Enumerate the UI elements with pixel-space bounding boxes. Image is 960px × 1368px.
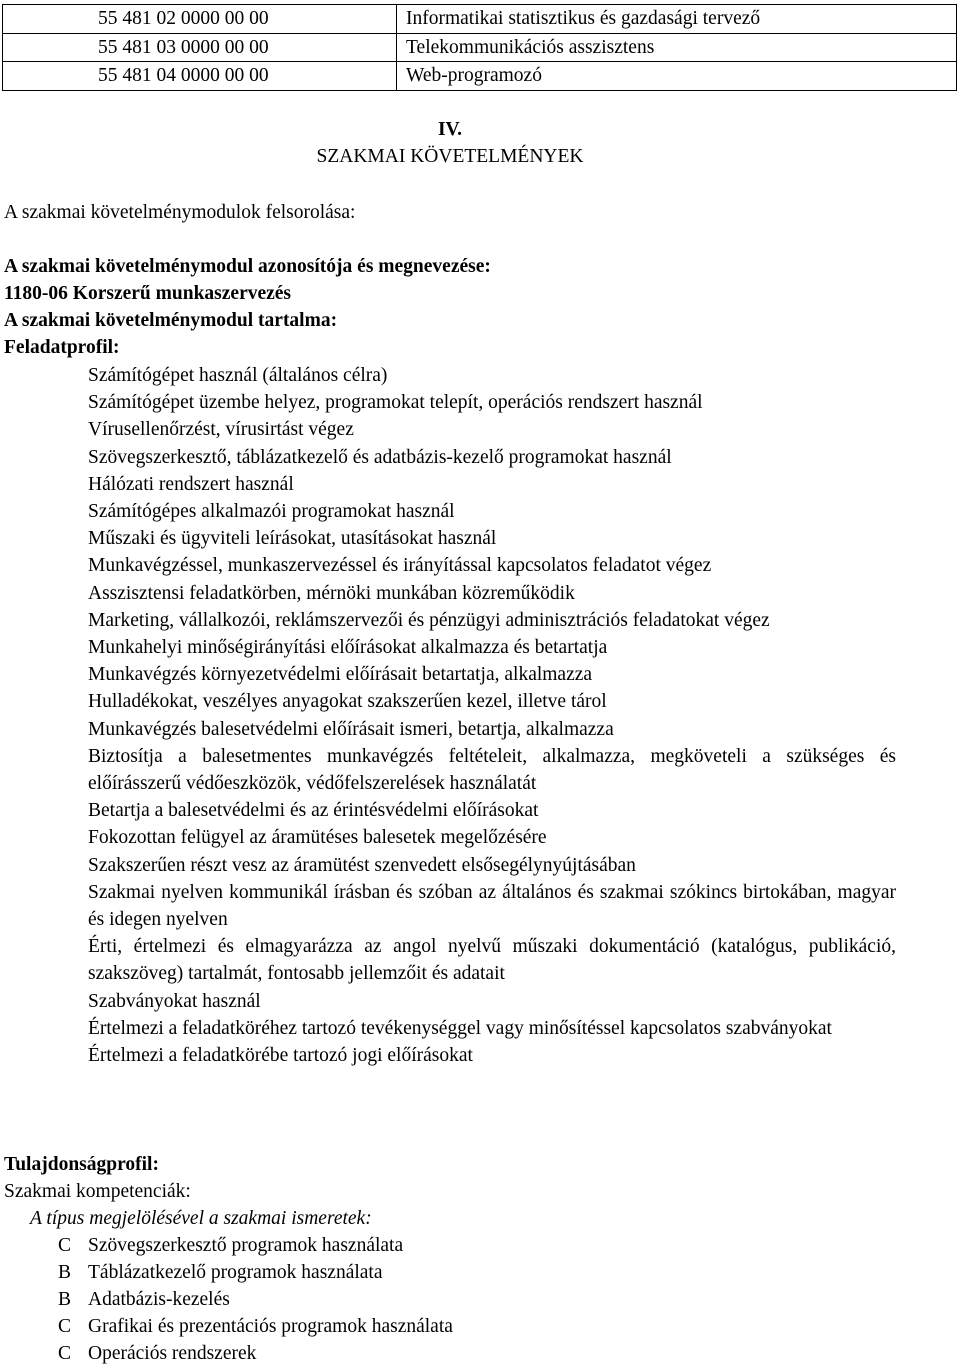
qualification-name: Web-programozó: [397, 62, 957, 91]
list-item: Biztosítja a balesetmentes munkavégzés feltételeit, alkalmazza, megköveteli a szükséges és előírásszerű védőeszközök, védőfelszerelések használatát: [88, 745, 896, 795]
qualification-code: 55 481 03 0000 00 00: [3, 33, 397, 62]
knowledge-level: B: [58, 1289, 72, 1310]
table-row: [3, 62, 957, 91]
qualification-name: Telekommunikációs asszisztens: [397, 33, 957, 62]
list-item: Asszisztensi feladatkörben, mérnöki munkában közreműködik: [88, 582, 575, 604]
list-item: Fokozottan felügyel az áramütéses balesetek megelőzésére: [88, 827, 547, 849]
knowledge-level: C: [58, 1235, 72, 1256]
knowledge-item: [58, 1232, 658, 1259]
knowledge-label: A típus megjelölésével a szakmai ismeretek:: [30, 1208, 372, 1229]
knowledge-text: Táblázatkezelő programok használata: [88, 1262, 383, 1283]
knowledge-item: [58, 1286, 658, 1313]
list-item: Érti, értelmezi és elmagyarázza az angol nyelvű műszaki dokumentáció (katalógus, publikáció, szakszöveg) tartalmát, fontosabb jellemzőit és adatait: [88, 936, 896, 985]
knowledge-text: Adatbázis-kezelés: [88, 1289, 230, 1310]
feladatprofil-list: [88, 362, 896, 1069]
knowledge-text: Operációs rendszerek: [88, 1343, 257, 1364]
list-item: Szabványokat használ: [88, 990, 261, 1012]
list-item: Marketing, vállalkozói, reklámszervezői és pénzügyi adminisztrációs feladatokat végez: [88, 609, 770, 631]
list-item: Szakszerűen részt vesz az áramütést szenvedett elsősegélynyújtásában: [88, 854, 636, 876]
knowledge-level: C: [58, 1343, 72, 1364]
list-item: Vírusellenőrzést, vírusirtást végez: [88, 419, 354, 441]
list-item: Szövegszerkesztő, táblázatkezelő és adatbázis-kezelő programokat használ: [88, 446, 672, 468]
list-item: Számítógépet használ (általános célra): [88, 365, 388, 386]
qualification-table: [2, 4, 957, 91]
knowledge-item: [58, 1259, 658, 1286]
module-id-value: 1180-06 Korszerű munkaszervezés: [4, 283, 292, 304]
list-item: Szakmai nyelven kommunikál írásban és szóban az általános és szakmai szókincs birtokában, magyar és idegen nyelven: [88, 881, 896, 931]
list-item: Munkahelyi minőségirányítási előírásokat alkalmazza és betartatja: [88, 637, 608, 659]
knowledge-item: [58, 1313, 658, 1340]
qualification-name: Informatikai statisztikus és gazdasági tervező: [397, 5, 957, 34]
section-title: SZAKMAI KÖVETELMÉNYEK: [316, 146, 584, 167]
knowledge-text: Grafikai és prezentációs programok használata: [88, 1316, 453, 1337]
list-item: Munkavégzés balesetvédelmi előírásait ismeri, betartja, alkalmazza: [88, 718, 614, 740]
knowledge-level: B: [58, 1262, 72, 1283]
list-item: Munkavégzéssel, munkaszervezéssel és irányítással kapcsolatos feladatot végez: [88, 555, 712, 577]
list-item: Számítógépet üzembe helyez, programokat telepít, operációs rendszert használ: [88, 392, 703, 414]
module-id-label: A szakmai követelménymodul azonosítója és megnevezése:: [4, 256, 491, 277]
list-item: Hálózati rendszert használ: [88, 473, 294, 495]
competences-label: Szakmai kompetenciák:: [4, 1181, 191, 1202]
qualification-code: 55 481 04 0000 00 00: [3, 62, 397, 91]
list-item: Számítógépes alkalmazói programokat használ: [88, 501, 455, 523]
module-content-label: A szakmai követelménymodul tartalma:: [4, 310, 338, 331]
knowledge-item: [58, 1340, 658, 1367]
tulajdonsagprofil-label: Tulajdonságprofil:: [4, 1154, 159, 1175]
knowledge-level: C: [58, 1316, 72, 1337]
list-item: Értelmezi a feladatköréhez tartozó tevékenységgel vagy minősítéssel kapcsolatos szabványokat: [88, 1017, 832, 1039]
modules-list-label: A szakmai követelménymodulok felsorolása:: [4, 202, 356, 223]
list-item: Munkavégzés környezetvédelmi előírásait betartatja, alkalmazza: [88, 664, 593, 686]
table-row: [3, 5, 957, 34]
feladatprofil-label: Feladatprofil:: [4, 337, 120, 358]
list-item: Műszaki és ügyviteli leírásokat, utasításokat használ: [88, 528, 497, 550]
section-number: IV.: [437, 119, 463, 140]
list-item: Betartja a balesetvédelmi és az érintésvédelmi előírásokat: [88, 800, 539, 822]
knowledge-text: Szövegszerkesztő programok használata: [88, 1235, 404, 1256]
table-row: [3, 33, 957, 62]
list-item: Értelmezi a feladatkörébe tartozó jogi előírásokat: [88, 1045, 473, 1067]
list-item: Hulladékokat, veszélyes anyagokat szakszerűen kezel, illetve tárol: [88, 691, 607, 713]
qualification-code: 55 481 02 0000 00 00: [3, 5, 397, 34]
